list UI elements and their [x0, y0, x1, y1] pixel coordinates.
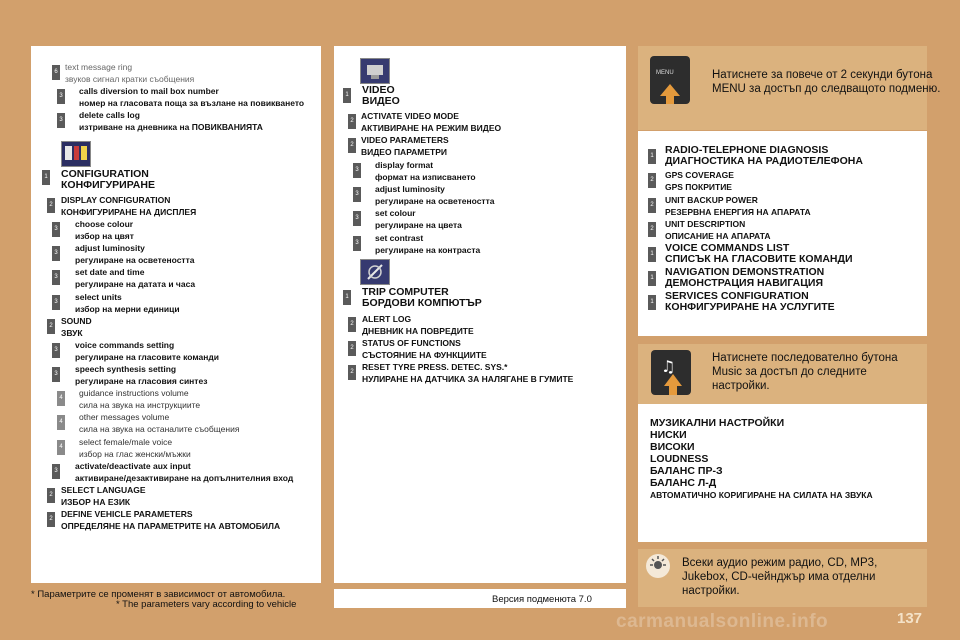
menu-item-bg: регулиране на осветеността	[375, 195, 495, 206]
menu-item-bg: КОНФИГУРИРАНЕ НА ДИСПЛЕЯ	[61, 207, 197, 217]
menu-item-en: STATUS OF FUNCTIONS	[362, 338, 461, 349]
level-badge: 1	[648, 149, 656, 164]
menu-item-en: DISPLAY CONFIGURATION	[61, 195, 171, 205]
menu-item-en: VIDEO PARAMETERS	[361, 135, 449, 146]
menu-item-bg: регулиране на цвета	[375, 220, 462, 231]
menu-item-en: NAVIGATION DEMONSTRATION	[665, 266, 825, 278]
menu-item-bg: ОПРЕДЕЛЯНЕ НА ПАРАМЕТРИТЕ НА АВТОМОБИЛА	[61, 520, 281, 531]
menu-item-bg: ИЗБОР НА ЕЗИК	[61, 496, 131, 507]
menu-item-bg: АКТИВИРАНЕ НА РЕЖИМ ВИДЕО	[361, 123, 502, 133]
menu-item-en: SERVICES CONFIGURATION	[665, 290, 809, 303]
level-badge: 2	[47, 488, 55, 503]
music-setting-item: БАЛАНС Л-Д	[650, 477, 717, 489]
level-badge: 3	[353, 236, 361, 251]
menu-key-label: MENU	[656, 70, 674, 76]
tip-text: Всеки аудио режим радио, CD, MP3, Jukebox, CD-чейнджър има отделни настройки.	[682, 557, 878, 597]
menu-item-bg: КОНФИГУРИРАНЕ НА УСЛУГИТЕ	[665, 301, 835, 314]
menu-button-icon	[650, 56, 690, 104]
music-setting-item: БАЛАНС ПР-З	[650, 465, 723, 477]
music-hint-text: Натиснете последователно бутона Music за достъп до следните настройки.	[712, 352, 898, 392]
menu-item-bg: GPS ПОКРИТИЕ	[665, 182, 732, 193]
trip-title-en: TRIP COMPUTER	[362, 286, 449, 298]
level-badge: 3	[353, 163, 361, 178]
level-badge: 2	[47, 198, 55, 213]
menu-item-en: voice commands setting	[75, 339, 175, 350]
menu-item-en: text message ring	[65, 62, 133, 72]
menu-item-bg: регулиране на датата и часа	[75, 279, 196, 290]
menu-item-en: activate/deactivate aux input	[75, 460, 191, 471]
configuration-title-bg: КОНФИГУРИРАНЕ	[61, 179, 155, 191]
music-setting-item: НИСКИ	[650, 429, 687, 441]
menu-item-en: ALERT LOG	[362, 314, 412, 324]
level-badge: 4	[57, 415, 65, 430]
menu-item-bg: ДНЕВНИК НА ПОВРЕДИТЕ	[362, 326, 474, 336]
menu-item-en: adjust luminosity	[375, 183, 445, 194]
level-badge: 3	[353, 211, 361, 226]
menu-item-bg: регулиране на гласовите команди	[75, 351, 220, 362]
light-bulb-icon	[644, 552, 672, 580]
level-badge: 2	[348, 317, 356, 332]
menu-item-bg: активиране/дезактивиране на допълнителния вход	[75, 472, 294, 483]
menu-item-bg: ДИАГНОСТИКА НА РАДИОТЕЛЕФОНА	[665, 155, 863, 167]
trip-computer-icon	[360, 259, 390, 285]
menu-item-en: GPS COVERAGE	[665, 170, 734, 181]
menu-item-bg: НУЛИРАНЕ НА ДАТЧИКА ЗА НАЛЯГАНЕ В ГУМИТЕ	[362, 374, 574, 385]
music-setting-item: ВИСОКИ	[650, 441, 695, 453]
configuration-level-badge: 1	[42, 170, 50, 185]
trip-level-badge: 1	[343, 290, 351, 305]
video-icon	[360, 58, 390, 84]
menu-item-bg: формат на изписването	[375, 171, 476, 182]
level-badge: 3	[52, 222, 60, 237]
watermark: carmanualsonline.info	[616, 611, 829, 632]
level-badge: 6	[52, 65, 60, 80]
menu-item-bg: СПИСЪК НА ГЛАСОВИТЕ КОМАНДИ	[665, 252, 853, 265]
menu-item-en: set contrast	[375, 232, 424, 243]
menu-item-en: other messages volume	[79, 412, 170, 423]
level-badge: 1	[648, 247, 656, 262]
menu-item-bg: избор на цвят	[75, 231, 134, 242]
menu-item-bg: избор на глас женски/мъжки	[79, 448, 191, 459]
configuration-icon	[61, 141, 91, 167]
music-setting-item: МУЗИКАЛНИ НАСТРОЙКИ	[650, 417, 785, 429]
level-badge: 2	[648, 198, 656, 213]
menu-item-en: delete calls log	[79, 110, 140, 121]
menu-item-en: UNIT DESCRIPTION	[665, 219, 746, 230]
level-badge: 2	[348, 114, 356, 129]
svg-text:♫: ♫	[661, 357, 676, 376]
footnote-en: * The parameters vary according to vehicle	[116, 599, 297, 610]
level-badge: 4	[57, 440, 65, 455]
menu-item-en: DEFINE VEHICLE PARAMETERS	[61, 508, 193, 519]
menu-item-bg: изтриване на дневника на ПОВИКВАНИЯТА	[79, 122, 263, 133]
video-title-en: VIDEO	[362, 84, 395, 96]
menu-item-en: set colour	[375, 208, 416, 219]
level-badge: 3	[52, 295, 60, 310]
menu-item-bg: ОПИСАНИЕ НА АПАРАТА	[665, 231, 771, 242]
level-badge: 3	[57, 89, 65, 104]
level-badge: 2	[348, 138, 356, 153]
menu-item-en: UNIT BACKUP POWER	[665, 194, 758, 205]
menu-item-en: RADIO-TELEPHONE DIAGNOSIS	[665, 144, 829, 156]
level-badge: 1	[648, 295, 656, 310]
level-badge: 3	[353, 187, 361, 202]
level-badge: 4	[57, 391, 65, 406]
menu-item-en: select units	[75, 291, 122, 302]
level-badge: 1	[648, 271, 656, 286]
level-badge: 2	[648, 173, 656, 188]
menu-item-bg: ДЕМОНСТРАЦИЯ НАВИГАЦИЯ	[665, 277, 823, 289]
menu-hint-text: Натиснете за повече от 2 секунди бутона MENU за достъп до следващото подменю.	[712, 69, 941, 95]
level-badge: 3	[52, 464, 60, 479]
menu-item-en: SELECT LANGUAGE	[61, 484, 146, 495]
menu-item-bg: номер на гласовата поща за възлане на повикването	[79, 98, 305, 109]
menu-item-en: display format	[375, 159, 434, 170]
level-badge: 2	[47, 319, 55, 334]
level-badge: 3	[52, 246, 60, 261]
menu-item-en: RESET TYRE PRESS. DETEC. SYS.*	[362, 362, 508, 373]
menu-item-bg: избор на мерни единици	[75, 303, 180, 314]
trip-title-bg: БОРДОВИ КОМПЮТЪР	[362, 297, 482, 309]
menu-item-en: VOICE COMMANDS LIST	[665, 241, 790, 254]
video-level-badge: 1	[343, 88, 351, 103]
level-badge: 2	[348, 365, 356, 380]
level-badge: 2	[348, 341, 356, 356]
menu-item-bg: регулиране на контраста	[375, 244, 481, 255]
music-setting-item: LOUDNESS	[650, 453, 709, 465]
music-button-icon	[651, 350, 691, 395]
level-badge: 3	[52, 343, 60, 358]
level-badge: 3	[57, 113, 65, 128]
footnote-bg: * Параметрите се променят в зависимост от автомобила.	[31, 589, 286, 600]
level-badge: 3	[52, 270, 60, 285]
menu-item-en: adjust luminosity	[75, 243, 145, 254]
menu-item-en: speech synthesis setting	[75, 364, 177, 375]
menu-item-en: ACTIVATE VIDEO MODE	[361, 111, 459, 121]
configuration-title-en: CONFIGURATION	[61, 168, 149, 180]
video-title-bg: ВИДЕО	[362, 95, 400, 107]
level-badge: 2	[47, 512, 55, 527]
level-badge: 2	[648, 222, 656, 237]
menu-item-bg: ЗВУК	[61, 327, 83, 338]
menu-item-bg: регулиране на гласовия синтез	[75, 376, 208, 387]
menu-item-bg: СЪСТОЯНИЕ НА ФУНКЦИИТЕ	[362, 350, 487, 361]
music-setting-item: АВТОМАТИЧНО КОРИГИРАНЕ НА СИЛАТА НА ЗВУКА	[650, 490, 873, 500]
menu-item-bg: ВИДЕО ПАРАМЕТРИ	[361, 147, 447, 158]
menu-item-en: set date and time	[75, 267, 145, 278]
menu-item-en: guidance instructions volume	[79, 388, 189, 399]
level-badge: 3	[52, 367, 60, 382]
menu-item-en: select female/male voice	[79, 436, 173, 447]
menu-item-bg: сила на звука на инструкциите	[79, 400, 201, 411]
menu-item-bg: регулиране на осветеността	[75, 255, 195, 266]
menu-item-en: choose colour	[75, 219, 134, 230]
menu-item-en: SOUND	[61, 315, 92, 326]
menu-item-bg: сила на звука на останалите съобщения	[79, 424, 240, 435]
menu-item-bg: звуков сигнал кратки съобщения	[65, 74, 195, 84]
menu-item-en: calls diversion to mail box number	[79, 86, 219, 97]
menu-item-bg: РЕЗЕРВНА ЕНЕРГИЯ НА АПАРАТА	[665, 206, 811, 217]
version-label: Версия подменюта 7.0	[492, 594, 592, 605]
page-number: 137	[897, 610, 923, 627]
